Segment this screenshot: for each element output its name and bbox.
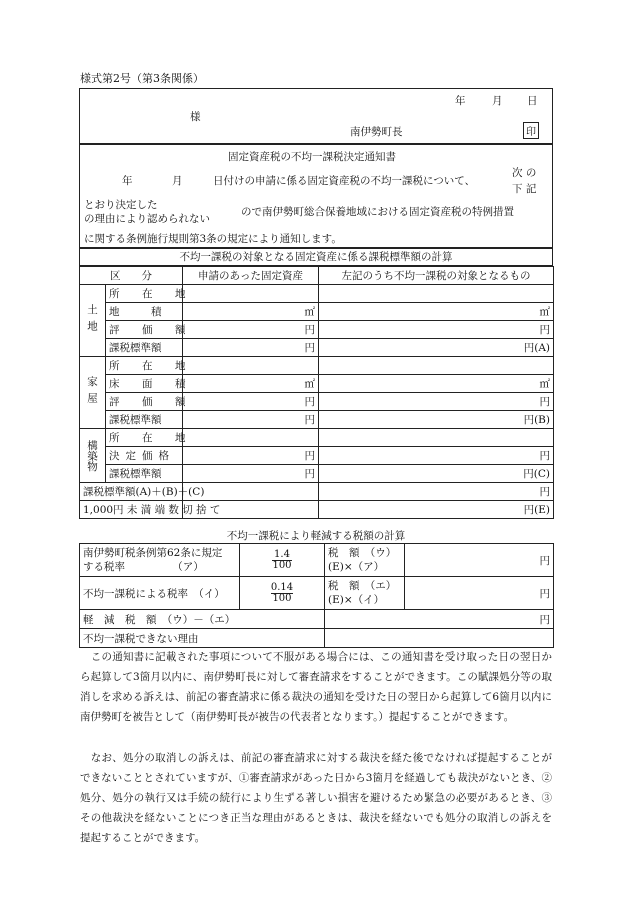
addressee-suffix: 様 [190, 111, 201, 123]
notice-month: 月 [172, 175, 183, 187]
reduce-value[interactable]: 円 [325, 610, 554, 629]
notice-kaki: 下 記 [512, 183, 537, 195]
house-floor-applied[interactable]: ㎡ [183, 375, 319, 393]
tax-base-table [79, 266, 554, 519]
table-row [80, 357, 554, 375]
head-category: 区 分 [80, 267, 183, 285]
struct-taxbase-applied[interactable]: 円 [183, 465, 319, 483]
rate-a-value [240, 544, 325, 577]
notice-rejected: の理由により認められない [84, 213, 210, 225]
house-taxbase-label: 課税標準額 [106, 411, 183, 429]
table-row [80, 465, 554, 483]
date-month: 月 [492, 95, 503, 107]
house-assessed-target[interactable]: 円 [319, 393, 554, 411]
land-area-label: 地 積 [106, 303, 183, 321]
land-taxbase-target[interactable]: 円(A) [319, 339, 554, 357]
table-header-row [80, 267, 554, 285]
house-floor-target[interactable]: ㎡ [319, 375, 554, 393]
table-row [80, 411, 554, 429]
land-assessed-target[interactable]: 円 [319, 321, 554, 339]
house-assessed-applied[interactable]: 円 [183, 393, 319, 411]
tax-u-value[interactable]: 円 [405, 544, 554, 577]
house-taxbase-target[interactable]: 円(B) [319, 411, 554, 429]
struct-taxbase-label: 課税標準額 [106, 465, 183, 483]
date-day: 日 [527, 95, 538, 107]
notice-decided: とおり決定した [84, 199, 158, 211]
structure-label: 構築物 [80, 429, 106, 483]
table-row [80, 321, 554, 339]
tax-e-value[interactable]: 円 [405, 577, 554, 610]
table-row [80, 447, 554, 465]
head-target: 左記のうち不均一課税の対象となるもの [319, 267, 554, 285]
table-row [80, 629, 554, 648]
notice-line1: 日付けの申請に係る固定資産税の不均一課税について、 [213, 175, 476, 187]
land-area-applied[interactable]: ㎡ [183, 303, 319, 321]
house-assessed-label: 評 価 額 [106, 393, 183, 411]
section2-title: 不均一課税により軽減する税額の計算 [226, 530, 406, 542]
issuer-name: 南伊勢町長 [350, 126, 403, 138]
land-location-target[interactable] [319, 285, 554, 303]
notice-title: 固定資産税の不均一課税決定通知書 [228, 151, 396, 163]
rate-a-label-line2: する税率 （ア） [83, 561, 204, 573]
seal-mark: 印 [523, 122, 539, 139]
table-row [80, 303, 554, 321]
rate-a-numerator: 1.4 [274, 548, 290, 560]
table-row [80, 285, 554, 303]
land-location-label: 所 在 地 [106, 285, 183, 303]
table-row [80, 393, 554, 411]
rate-a-label-line1: 南伊勢町税条例第62条に規定 [83, 547, 223, 559]
house-location-target[interactable] [319, 357, 554, 375]
rate-a-label [80, 544, 240, 577]
land-assessed-label: 評 価 額 [106, 321, 183, 339]
struct-location-target[interactable] [319, 429, 554, 447]
tax-e-line1: 税 額 （エ） [328, 580, 397, 592]
table-row [80, 483, 554, 501]
tax-u-line2: (E)×（ア） [328, 561, 385, 573]
sum-label: 課税標準額(A)＋(B)＋(C) [80, 483, 183, 501]
form-id: 様式第2号（第3条関係） [80, 72, 204, 85]
house-taxbase-applied[interactable]: 円 [183, 411, 319, 429]
footer-paragraph-1: この通知書に記載された事項について不服がある場合には、この通知書を受け取った日の翌日から起算して3箇月以内に、南伊勢町長に対して審査請求をすることができます。この賦課処分等の取消しを求める訴えは、前記の審査請求に係る裁決の通知を受けた日の翌日から起算して6箇月以内に南伊勢町を被告として（南伊勢町長が被告の代表者となります。）提起することができます。 [80, 651, 552, 723]
table-row [80, 429, 554, 447]
notice-year: 年 [122, 175, 133, 187]
land-assessed-applied[interactable]: 円 [183, 321, 319, 339]
struct-location-label: 所 在 地 [106, 429, 183, 447]
table-row [80, 577, 554, 610]
land-area-target[interactable]: ㎡ [319, 303, 554, 321]
reason-value[interactable] [325, 629, 554, 648]
land-label: 土地 [80, 285, 106, 357]
notice-line2: ので南伊勢町総合保養地域における固定資産税の特例措置 [241, 206, 514, 218]
house-label: 家屋 [80, 357, 106, 429]
table-row [80, 610, 554, 629]
head-applied: 申請のあった固定資産 [183, 267, 319, 285]
addressee-box [79, 88, 553, 144]
table-row [80, 339, 554, 357]
notice-line3: に関する条例施行規則第3条の規定により通知します。 [84, 233, 342, 245]
rate-b-denominator: 100 [272, 592, 292, 604]
tax-e-line2: (E)×（イ） [328, 594, 385, 606]
struct-price-target[interactable]: 円 [319, 447, 554, 465]
house-floor-label: 床 面 積 [106, 375, 183, 393]
rate-b-value [240, 577, 325, 610]
struct-price-applied[interactable]: 円 [183, 447, 319, 465]
land-taxbase-label: 課税標準額 [106, 339, 183, 357]
rate-a-denominator: 100 [272, 559, 292, 571]
table-row [80, 501, 554, 519]
rate-a-fraction [272, 550, 291, 571]
table-row [80, 375, 554, 393]
tax-u-label [325, 544, 405, 577]
date-year: 年 [455, 95, 466, 107]
round-target[interactable]: 円(E) [319, 501, 554, 519]
land-location-applied[interactable] [183, 285, 319, 303]
tax-e-label [325, 577, 405, 610]
tax-u-line1: 税 額 （ウ） [328, 547, 397, 559]
reduce-label: 軽 減 税 額 （ウ）－（エ） [80, 610, 325, 629]
struct-price-label: 決定価格 [106, 447, 183, 465]
section1-title: 不均一課税の対象となる固定資産に係る課税標準額の計算 [79, 248, 553, 266]
struct-taxbase-target[interactable]: 円(C) [319, 465, 554, 483]
house-location-label: 所 在 地 [106, 357, 183, 375]
notice-box [79, 144, 553, 248]
sum-target[interactable]: 円 [319, 483, 554, 501]
table-row [80, 544, 554, 577]
land-taxbase-applied[interactable]: 円 [183, 339, 319, 357]
rate-b-numerator: 0.14 [270, 581, 294, 593]
round-label: 1,000円 未 満 端 数 切 捨 て [80, 501, 183, 519]
reason-label: 不均一課税できない理由 [80, 629, 325, 648]
struct-location-applied[interactable] [183, 429, 319, 447]
house-location-applied[interactable] [183, 357, 319, 375]
rate-b-label: 不均一課税による税率 （イ） [80, 577, 240, 610]
reduction-table [79, 543, 554, 648]
rate-b-fraction [271, 583, 293, 604]
notice-tsugi: 次 の [512, 167, 537, 179]
footer-paragraph-2: なお、処分の取消しの訴えは、前記の審査請求に対する裁決を経た後でなければ提起することができないこととされていますが、①審査請求があった日から3箇月を経過しても裁決がないとき、②処分、処分の執行又は手続の続行により生ずる著しい損害を避けるため緊急の必要があるとき、③その他裁決を経ないことにつき正当な理由があるときは、裁決を経ないでも処分の取消しの訴えを提起することができます。 [80, 752, 552, 844]
